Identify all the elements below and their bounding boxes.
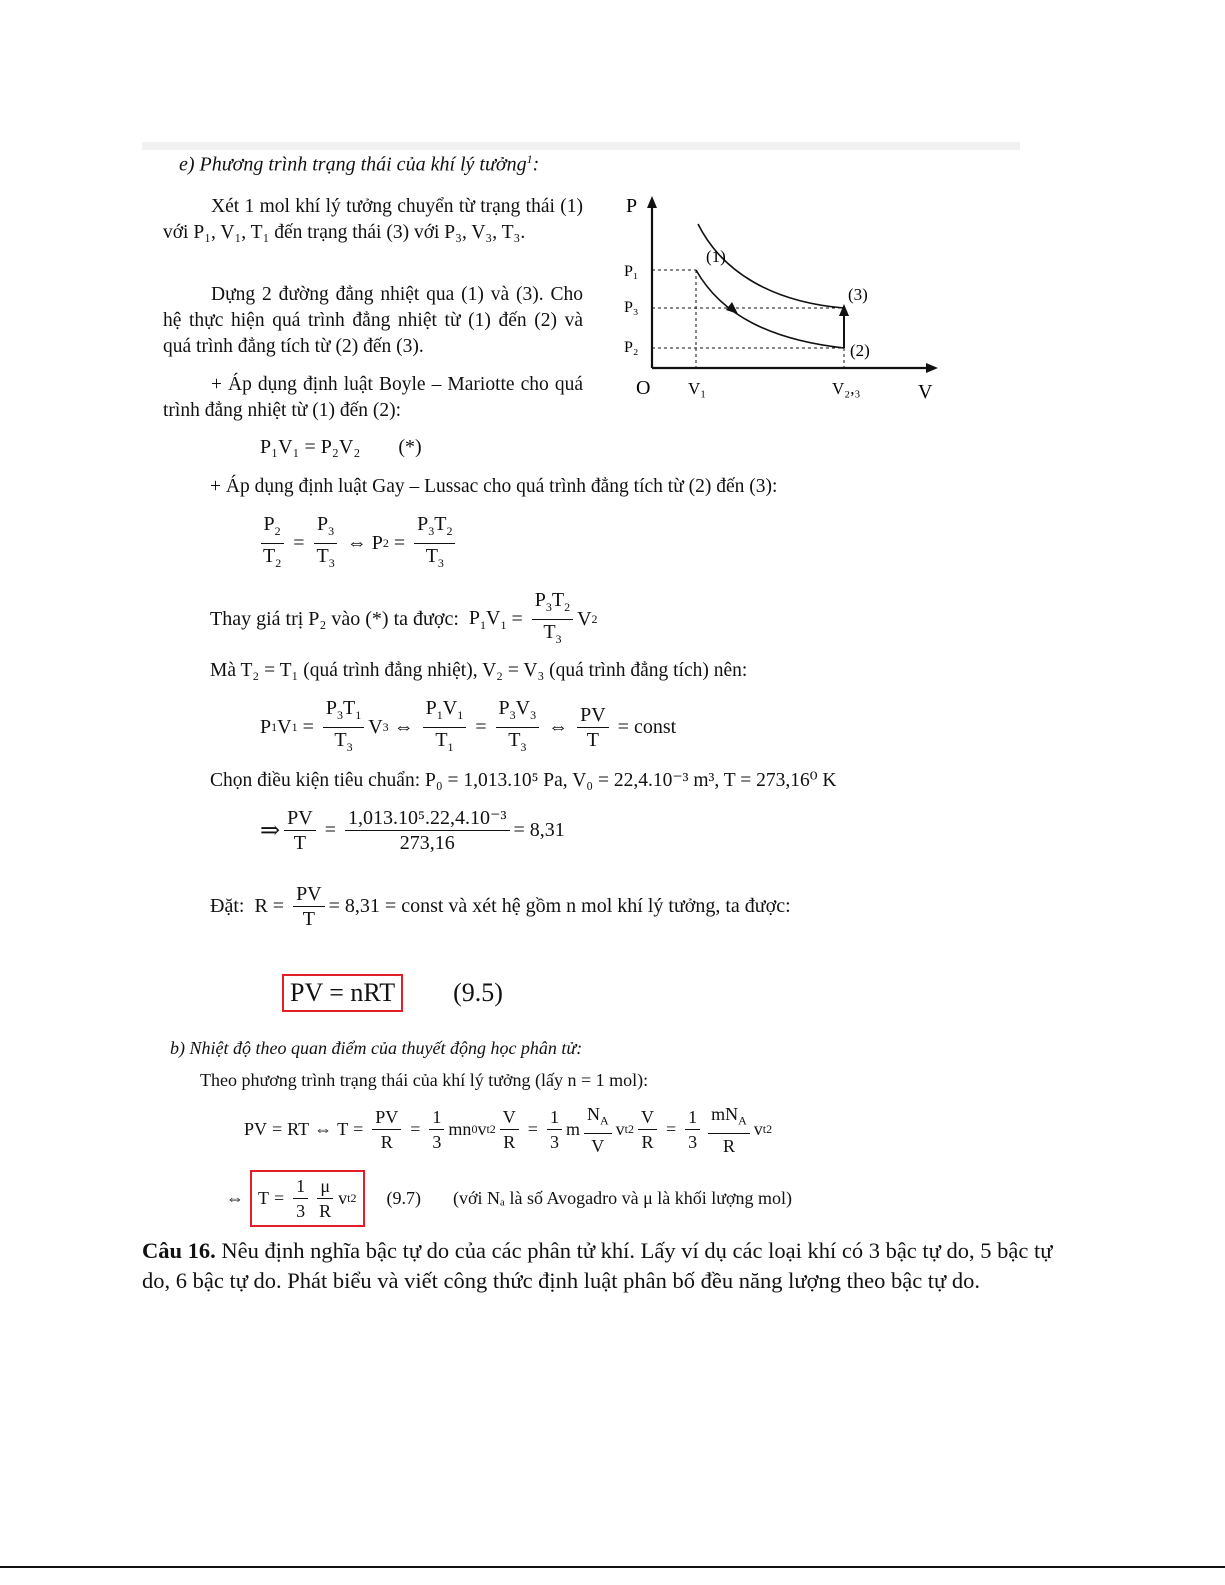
footnote-mark: 1 bbox=[526, 152, 533, 166]
isotherm-lower bbox=[696, 270, 844, 348]
line-since: Mà T₂ = T₁ (quá trình đẳng nhiệt), V₂ = V₃ (quá trình đẳng tích) nên: bbox=[210, 660, 748, 681]
calc-numerator: 1,013.10⁵.22,4.10⁻³ bbox=[345, 806, 510, 831]
eq-combined: P 1 V 1 = $\frac{P_3T_1}{T_3}$ V 3 ⇔ $\frac{P_1V_1}{T_1}$ = $\frac{P_3V_3}{T_3}$ ⇔ $\frac{PV}{T}$ = const bbox=[260, 697, 677, 754]
eq-ideal-gas-law bbox=[282, 974, 503, 1012]
define-prefix: Đặt: bbox=[210, 895, 245, 917]
eq-substitute: Thay giá trị P₂ vào (*) ta được: $P_1V_1$ = $\frac{P_3T_2}{T_3}$ V 2 bbox=[210, 589, 598, 646]
line-gay-lussac: + Áp dụng định luật Gay – Lussac cho quá trình đẳng tích từ (2) đến (3): bbox=[210, 476, 778, 497]
section-b-intro: Theo phương trình trạng thái của khí lý tưởng (lấy n = 1 mol): bbox=[200, 1070, 649, 1090]
p-axis-arrow bbox=[647, 196, 657, 208]
ideal-gas-law-tag: (9.5) bbox=[453, 978, 503, 1007]
pv-diagram bbox=[612, 190, 952, 410]
eq-boyle bbox=[260, 436, 422, 459]
substitute-text: Thay giá trị P₂ vào (*) ta được: bbox=[210, 608, 459, 630]
label-p-axis: P bbox=[626, 195, 638, 217]
calc-result: = 8,31 bbox=[513, 819, 565, 841]
v-axis-arrow bbox=[926, 363, 938, 373]
label-v23: V₂,₃ bbox=[832, 379, 861, 398]
eq-calc-r: ⇒ $\frac{PV}{T}$ = $\frac{\text{1,013.10⁵.22,4.10⁻³}}{273,16}$ = 8,31 bbox=[260, 807, 565, 854]
eq-temperature-derivation: PV = RT ⇔ T = $\frac{PV}{R}$ = $\frac{1}{3}$ mn 0 v t 2 $\frac{V}{R}$ = $\frac{1}{3}$ m $\frac{N_A}{V}$ v t 2 $\frac{V}{R}$ = $\frac{1}{3}$ $\frac{mN_A}{R}$ v t 2 bbox=[244, 1104, 773, 1156]
label-state-2: (2) bbox=[850, 341, 870, 360]
label-p1: P₁ bbox=[624, 263, 639, 280]
label-state-3: (3) bbox=[848, 285, 868, 304]
label-state-1: (1) bbox=[706, 247, 726, 266]
eq-define-r: Đặt: R = $\frac{PV}{T}$ = 8,31 = const và xét hệ gồm n mol khí lý tưởng, ta được: bbox=[210, 883, 791, 930]
eq-gay-lussac: $\frac{P_2}{T_2}$ = $\frac{P_3}{T_3}$ ⇔ P 2 = $\frac{P_3T_2}{T_3}$ bbox=[256, 512, 459, 575]
scanned-excerpt bbox=[142, 142, 1020, 1230]
process-arrow-23 bbox=[839, 304, 849, 316]
heading-colon: : bbox=[532, 153, 540, 176]
define-suffix: = 8,31 = const và xét hệ gồm n mol khí lý tưởng, ta được: bbox=[328, 895, 791, 917]
question-text: Nêu định nghĩa bậc tự do của các phân tử khí. Lấy ví dụ các loại khí có 3 bậc tự do, 5 bậc tự do, 6 bậc tự do. Phát biểu và viết công thức định luật phân bố đều năng lượng theo bậc tự do. bbox=[142, 1238, 1053, 1293]
eq-boyle-text: P₁V₁ = P₂V₂ bbox=[260, 436, 361, 458]
eq-star-tag: (*) bbox=[398, 436, 422, 458]
question-label: Câu 16. bbox=[142, 1238, 216, 1263]
label-v-axis: V bbox=[918, 381, 933, 403]
ideal-gas-law-box: PV = nRT bbox=[282, 974, 403, 1012]
question-16 bbox=[142, 1236, 1062, 1296]
temperature-result-note: (với Nₐ là số Avogadro và μ là khối lượng mol) bbox=[453, 1188, 793, 1208]
label-v1: V₁ bbox=[688, 379, 707, 398]
section-e-heading-text: e) Phương trình trạng thái của khí lý tưởng bbox=[179, 153, 527, 176]
scan-top-border bbox=[142, 142, 1020, 150]
para-boyle-mariotte: + Áp dụng định luật Boyle – Mariotte cho quá trình đẳng nhiệt từ (1) đến (2): bbox=[163, 374, 583, 421]
isotherm-upper bbox=[698, 224, 844, 308]
page-bottom-rule bbox=[0, 1566, 1225, 1568]
temperature-result-box: T = $\frac{1}{3}$ $\frac{\mu}{R}$ v t 2 bbox=[250, 1170, 365, 1227]
line-standard-conditions: Chọn điều kiện tiêu chuẩn: P₀ = 1,013.10⁵ Pa, V₀ = 22,4.10⁻³ m³, T = 273,16⁰ K bbox=[210, 770, 837, 791]
label-p3: P₃ bbox=[624, 299, 639, 316]
label-origin: O bbox=[636, 377, 651, 399]
eq-temperature-result: ⇔ T = $\frac{1}{3}$ $\frac{\mu}{R}$ v t 2 (9.7) (với Nₐ là số Avogadro và μ là khối lượng mol) bbox=[226, 1170, 792, 1227]
label-p2: P₂ bbox=[624, 339, 639, 356]
temperature-result-tag: (9.7) bbox=[386, 1188, 422, 1208]
para-isotherms: Dựng 2 đường đẳng nhiệt qua (1) và (3). Cho hệ thực hiện quá trình đẳng nhiệt từ (1) đến (2) và quá trình đẳng tích từ (2) đến (3). bbox=[163, 284, 583, 357]
section-b-heading: b) Nhiệt độ theo quan điểm của thuyết động học phân tử: bbox=[170, 1038, 583, 1058]
section-e-heading bbox=[179, 152, 539, 177]
para-state-intro: Xét 1 mol khí lý tưởng chuyển từ trạng thái (1) với P₁, V₁, T₁ đến trạng thái (3) với P₃, V₃, T₃. bbox=[163, 196, 583, 243]
calc-denominator: 273,16 bbox=[399, 832, 455, 854]
